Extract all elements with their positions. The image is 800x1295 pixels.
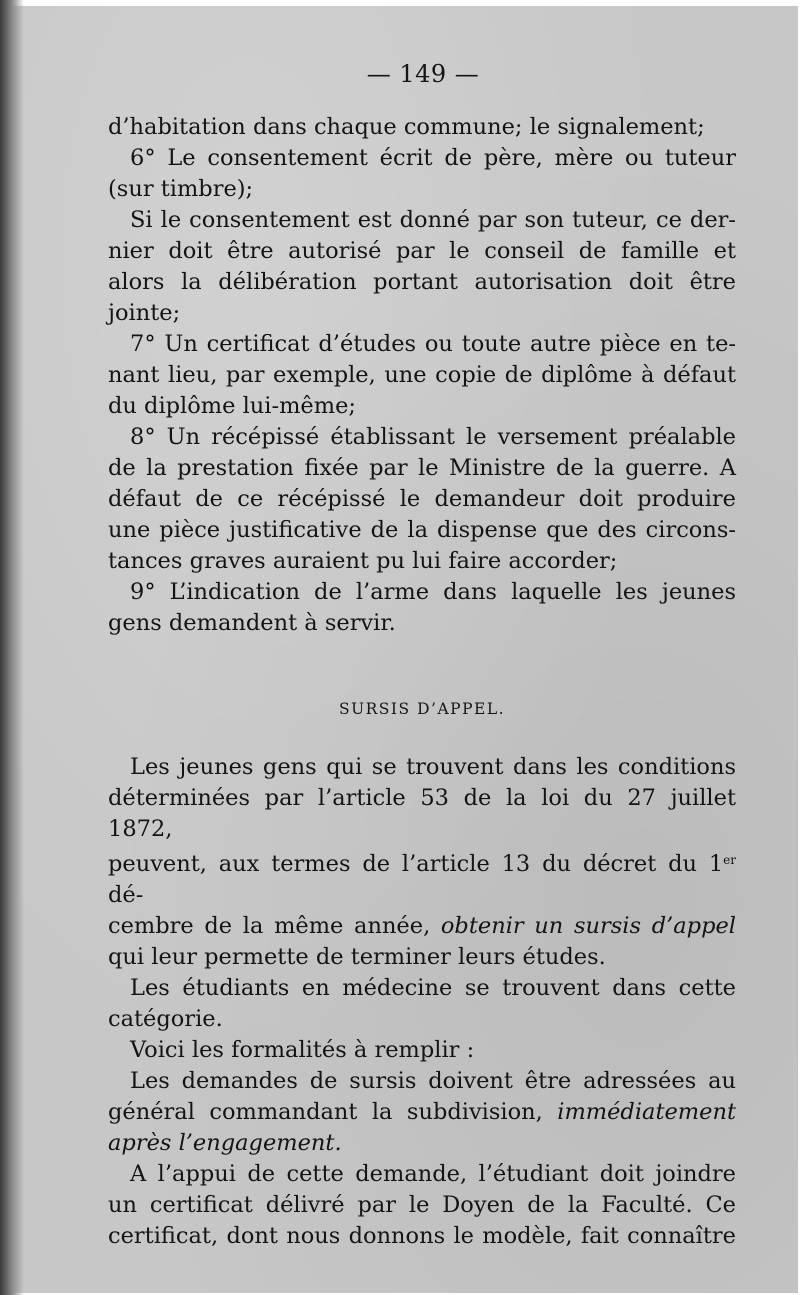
italic-phrase: immédiatement <box>557 1099 736 1125</box>
italic-phrase: obtenir un sursis d’appel <box>440 913 737 939</box>
italic-phrase: après l’engagement. <box>108 1130 342 1156</box>
text-line: Les demandes de sursis doivent être adressées au <box>130 1068 736 1094</box>
text-line: gens demandent à servir. <box>108 610 396 636</box>
text-line: une pièce justificative de la dispense que des circons- <box>108 517 736 543</box>
text-line: tances graves auraient pu lui faire accorder; <box>108 548 618 574</box>
text-line: certificat, dont nous donnons le modèle, fait connaître <box>108 1223 736 1249</box>
text-line: Les étudiants en médecine se trouvent dans cette <box>130 975 736 1001</box>
text-line: A l’appui de cette demande, l’étudiant doit joindre <box>130 1161 736 1187</box>
requirements-list <box>108 112 736 639</box>
text-line: de la prestation fixée par le Ministre de la guerre. A <box>108 455 736 481</box>
text-line: nier doit être autorisé par le conseil de famille et <box>108 238 736 264</box>
text-line: Si le consentement est donné par son tuteur, ce der- <box>130 207 736 233</box>
list-item-7: 7° Un certificat d’études ou toute autre pièce en te- <box>130 331 736 357</box>
text-segment: dé- <box>108 882 144 908</box>
list-item-6: 6° Le consentement écrit de père, mère ou tuteur <box>130 145 736 171</box>
text-line: défaut de ce récépissé le demandeur doit produire <box>108 486 736 512</box>
page-number: — 149 — <box>366 60 480 88</box>
text-line: Voici les formalités à remplir : <box>130 1037 475 1063</box>
text-line: Les jeunes gens qui se trouvent dans les conditions <box>130 754 736 780</box>
text-segment: peuvent, aux termes de l’article 13 du décret du 1 <box>108 851 724 877</box>
text-line <box>108 845 736 911</box>
sursis-section <box>108 752 736 1252</box>
text-line: jointe; <box>108 300 181 326</box>
text-line: déterminées par l’article 53 de la loi du 27 juillet 1872, <box>108 785 736 842</box>
text-line <box>108 1128 736 1159</box>
text-line: alors la délibération portant autorisation doit être <box>108 269 736 295</box>
superscript: er <box>723 853 736 867</box>
text-line: du diplôme lui-même; <box>108 393 356 419</box>
text-segment: cembre de la même année, <box>108 913 441 939</box>
list-item-9: 9° L’indication de l’arme dans laquelle les jeunes <box>130 579 736 605</box>
list-item-8: 8° Un récépissé établissant le versement préalable <box>130 424 736 450</box>
page-edge-shadow <box>0 0 24 1295</box>
text-line: (sur timbre); <box>108 176 254 202</box>
section-heading: SURSIS D’APPEL. <box>338 700 506 718</box>
text-segment: général commandant la subdivision, <box>108 1099 558 1125</box>
text-line <box>108 1097 736 1128</box>
text-line: d’habitation dans chaque commune; le signalement; <box>108 114 705 140</box>
text-line: nant lieu, par exemple, une copie de diplôme à défaut <box>108 362 736 388</box>
text-line: un certificat délivré par le Doyen de la Faculté. Ce <box>108 1192 736 1218</box>
text-line: catégorie. <box>108 1006 223 1032</box>
text-line <box>108 911 736 942</box>
text-line: qui leur permette de terminer leurs études. <box>108 944 606 970</box>
